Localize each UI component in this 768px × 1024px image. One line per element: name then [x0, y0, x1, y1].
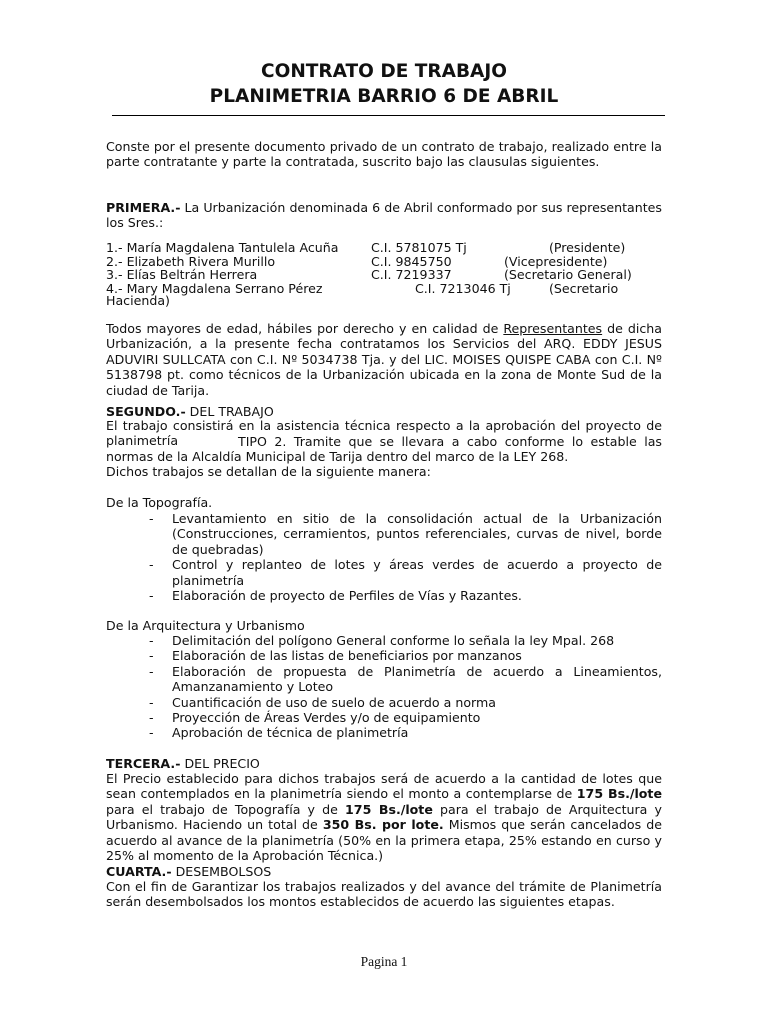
representative-role-continuation	[106, 293, 666, 308]
mayores-text-a: Todos mayores de edad, hábiles por derecho y en calidad de	[106, 321, 504, 336]
list-item	[106, 725, 662, 740]
segundo-heading-text: DEL TRABAJO	[185, 404, 274, 419]
list-dash: -	[149, 648, 154, 664]
representative-ci: C.I. 5781075 Tj	[371, 240, 467, 255]
arquitectura-list	[106, 633, 662, 741]
list-item	[106, 633, 662, 648]
primera-text: La Urbanización denominada 6 de Abril conformado por sus representantes los Sres.:	[106, 200, 662, 231]
tercera-heading	[106, 756, 662, 771]
cuarta-heading	[106, 864, 662, 879]
list-item	[106, 710, 662, 725]
representative-name: 1.- María Magdalena Tantulela Acuña	[106, 240, 339, 255]
topografia-list	[106, 511, 662, 603]
intro-paragraph: Conste por el presente documento privado de un contrato de trabajo, realizado entre la parte contratante y parte la contratada, suscrito bajo las clausulas siguientes.	[106, 139, 662, 170]
list-item	[106, 648, 662, 663]
tercera-price-arquitectura: 175 Bs./lote	[345, 801, 433, 817]
list-item-text: Levantamiento en sitio de la consolidación actual de la Urbanización (Construcciones, cerramientos, puntos referenciales, curvas de nivel, borde de quebradas)	[172, 511, 662, 557]
list-item-text: Proyección de Áreas Verdes y/o de equipamiento	[172, 710, 481, 726]
cuarta-paragraph: Con el fin de Garantizar los trabajos realizados y del avance del trámite de Planimetría serán desembolsados los montos establecidos de acuerdo las siguientes etapas.	[106, 879, 662, 910]
segundo-text-a: El trabajo consistirá en la asistencia técnica respecto a la aprobación del proyecto de planimetría	[106, 418, 662, 449]
representantes-underlined: Representantes	[503, 321, 603, 336]
representative-role: (Secretario General)	[504, 267, 632, 282]
list-dash: -	[149, 694, 154, 710]
cuarta-label: CUARTA.-	[106, 864, 172, 879]
cuarta-heading-text: DESEMBOLSOS	[171, 864, 272, 879]
list-item-text: Elaboración de propuesta de Planimetría de acuerdo a Lineamientos, Amanzanamiento y Loteo	[172, 663, 662, 695]
title-divider	[112, 115, 665, 116]
list-item-text: Aprobación de técnica de planimetría	[172, 725, 409, 741]
list-dash: -	[149, 663, 154, 679]
list-item	[106, 664, 662, 695]
page-number: Pagina 1	[360, 954, 408, 969]
segundo-text-c: Dichos trabajos se detallan de la siguiente manera:	[106, 464, 431, 479]
document-title-line-1: CONTRATO DE TRABAJO	[261, 61, 507, 82]
list-dash: -	[149, 710, 154, 726]
segundo-label: SEGUNDO.-	[106, 404, 186, 419]
representative-ci: C.I. 9845750	[371, 254, 452, 269]
list-item-text: Elaboración de proyecto de Perfiles de Vías y Razantes.	[172, 588, 522, 604]
list-dash: -	[149, 588, 154, 604]
representative-ci: C.I. 7213046 Tj	[415, 281, 511, 296]
list-item-text: Elaboración de las listas de beneficiarios por manzanos	[172, 648, 522, 664]
representative-name: 4.- Mary Magdalena Serrano Pérez	[106, 281, 323, 296]
list-dash: -	[149, 511, 154, 526]
tercera-text-2: para el trabajo de Topografía y de	[106, 801, 346, 817]
arquitectura-heading: De la Arquitectura y Urbanismo	[106, 618, 305, 633]
list-dash: -	[149, 633, 154, 648]
topografia-heading: De la Topografía.	[106, 495, 213, 510]
tercera-text-4: Mismos que serán cancelados de acuerdo al avance de la planimetría (50% en la primera etapa, 25% estando en curso y 25% al momento de la Aprobación Técnica.)	[106, 817, 662, 864]
list-item-text: Delimitación del polígono General conforme lo señala la ley Mpal. 268	[172, 633, 615, 648]
tercera-text-1: El Precio establecido para dichos trabajos será de acuerdo a la cantidad de lotes que sean contemplados en la planimetría siendo el monto a contemplarse de	[106, 771, 662, 802]
mayores-paragraph	[106, 321, 662, 398]
tercera-total: 350 Bs. por lote.	[322, 817, 444, 833]
representative-role: (Presidente)	[549, 240, 626, 255]
tercera-price-topografia: 175 Bs./lote	[576, 786, 662, 802]
list-item	[106, 557, 662, 588]
document-title-line-2: PLANIMETRIA BARRIO 6 DE ABRIL	[209, 86, 559, 107]
segundo-text-b: TIPO 2. Tramite que se llevara a cabo conforme lo estable las normas de la Alcaldía Municipal de Tarija dentro del marco de la LEY 268.	[106, 434, 662, 465]
tercera-heading-text: DEL PRECIO	[180, 756, 260, 771]
list-item	[106, 695, 662, 710]
list-item-text: Cuantificación de uso de suelo de acuerdo a norma	[172, 694, 496, 710]
representative-ci: C.I. 7219337	[371, 267, 452, 282]
representative-name: 2.- Elizabeth Rivera Murillo	[106, 254, 276, 269]
list-dash: -	[149, 725, 154, 741]
list-item	[106, 511, 662, 557]
representative-name: 3.- Elías Beltrán Herrera	[106, 267, 258, 282]
representative-role-cont: Hacienda)	[106, 293, 170, 308]
list-dash: -	[149, 557, 154, 573]
mayores-text-b: de dicha Urbanización, a la presente fecha contratamos los Servicios del ARQ. EDDY JESUS ADUVIRI SULLCATA con C.I. Nº 5034738 Tja. y del LIC. MOISES QUISPE CABA con C.I. Nº 5138798 pt. como técnicos de la Urbanización ubicada en la zona de Monte Sud de la ciudad de Tarija.	[106, 321, 662, 398]
list-item-text: Control y replanteo de lotes y áreas verdes de acuerdo a proyecto de planimetría	[172, 557, 662, 588]
representative-role: (Secretario	[549, 281, 619, 296]
list-item	[106, 588, 662, 603]
primera-clause	[106, 200, 662, 231]
primera-label: PRIMERA.-	[106, 200, 181, 215]
tercera-paragraph	[106, 771, 662, 863]
tercera-label: TERCERA.-	[106, 756, 181, 771]
representative-role: (Vicepresidente)	[504, 254, 608, 269]
tercera-text-3: para el trabajo de Arquitectura y Urbanismo. Haciendo un total de	[106, 801, 662, 833]
